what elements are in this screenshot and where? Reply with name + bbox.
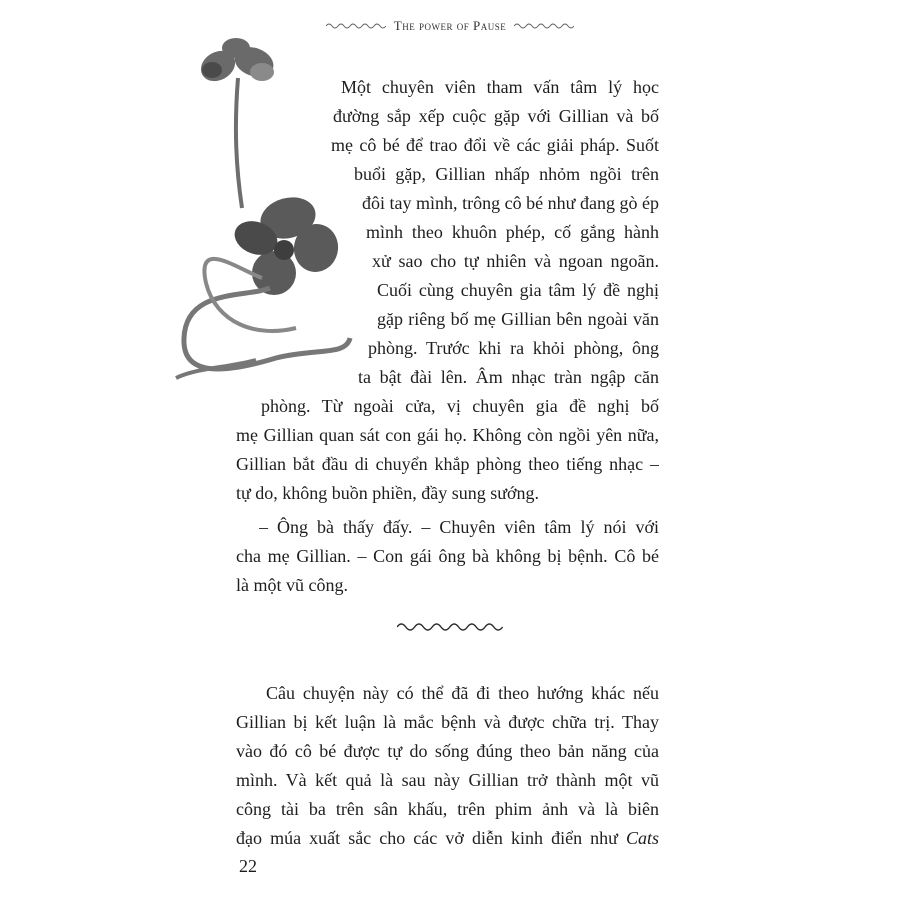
text-line: mình theo khuôn phép, cố gắng hành xyxy=(366,222,659,242)
running-title: The power of Pause xyxy=(393,18,507,33)
text-line: cha mẹ Gillian. – Con gái ông bà không bị bệnh. Cô bé xyxy=(236,546,659,566)
text-line: đôi tay mình, trông cô bé như đang gò ép xyxy=(362,193,659,213)
wave-ornament-icon xyxy=(514,22,574,30)
wave-divider-icon xyxy=(397,620,503,634)
text-line: – Ông bà thấy đấy. – Chuyên viên tâm lý nói với xyxy=(259,517,659,537)
text-line: buổi gặp, Gillian nhấp nhỏm ngồi trên xyxy=(354,164,659,184)
text-line-with-italic xyxy=(236,827,659,849)
four-leaf-clover-illustration-icon xyxy=(166,38,356,388)
text-line: tự do, không buồn phiền, đầy sung sướng. xyxy=(236,483,540,503)
text-line: mình. Và kết quả là sau này Gillian trở thành một vũ xyxy=(236,770,659,790)
running-header xyxy=(0,18,900,34)
wave-ornament-icon xyxy=(326,22,386,30)
text-line: phòng. Từ ngoài cửa, vị chuyên gia đề nghị bố xyxy=(261,396,659,416)
work-title: Cats xyxy=(625,828,659,848)
text-line: Gillian bắt đầu di chuyển khắp phòng theo tiếng nhạc – xyxy=(236,454,659,474)
page-number: 22 xyxy=(239,856,257,876)
text-line: mẹ Gillian quan sát con gái họ. Không còn ngồi yên nữa, xyxy=(236,425,659,445)
text-line: Gillian bị kết luận là mắc bệnh và được chữa trị. Thay xyxy=(236,712,659,732)
text-line: gặp riêng bố mẹ Gillian bên ngoài văn xyxy=(377,309,659,329)
text-line: là một vũ công. xyxy=(236,575,348,595)
text-line: ta bật đài lên. Âm nhạc tràn ngập căn xyxy=(358,367,659,387)
text-line: công tài ba trên sân khấu, trên phim ảnh và là biên xyxy=(236,799,659,819)
text-line: Một chuyên viên tham vấn tâm lý học xyxy=(341,77,659,97)
text-line: mẹ cô bé để trao đổi về các giải pháp. Suốt xyxy=(331,135,659,155)
text-line: xử sao cho tự nhiên và ngoan ngoãn. xyxy=(372,251,659,271)
text-line: Câu chuyện này có thể đã đi theo hướng khác nếu xyxy=(266,683,659,703)
text-line: phòng. Trước khi ra khỏi phòng, ông xyxy=(368,338,659,358)
text-line: đường sắp xếp cuộc gặp với Gillian và bố xyxy=(333,106,659,126)
text-segment: đạo múa xuất sắc cho các vở diễn kinh điển như xyxy=(236,828,618,848)
text-line: Cuối cùng chuyên gia tâm lý đề nghị xyxy=(377,280,659,300)
text-line: vào đó cô bé được tự do sống đúng theo bản năng của xyxy=(236,741,659,761)
